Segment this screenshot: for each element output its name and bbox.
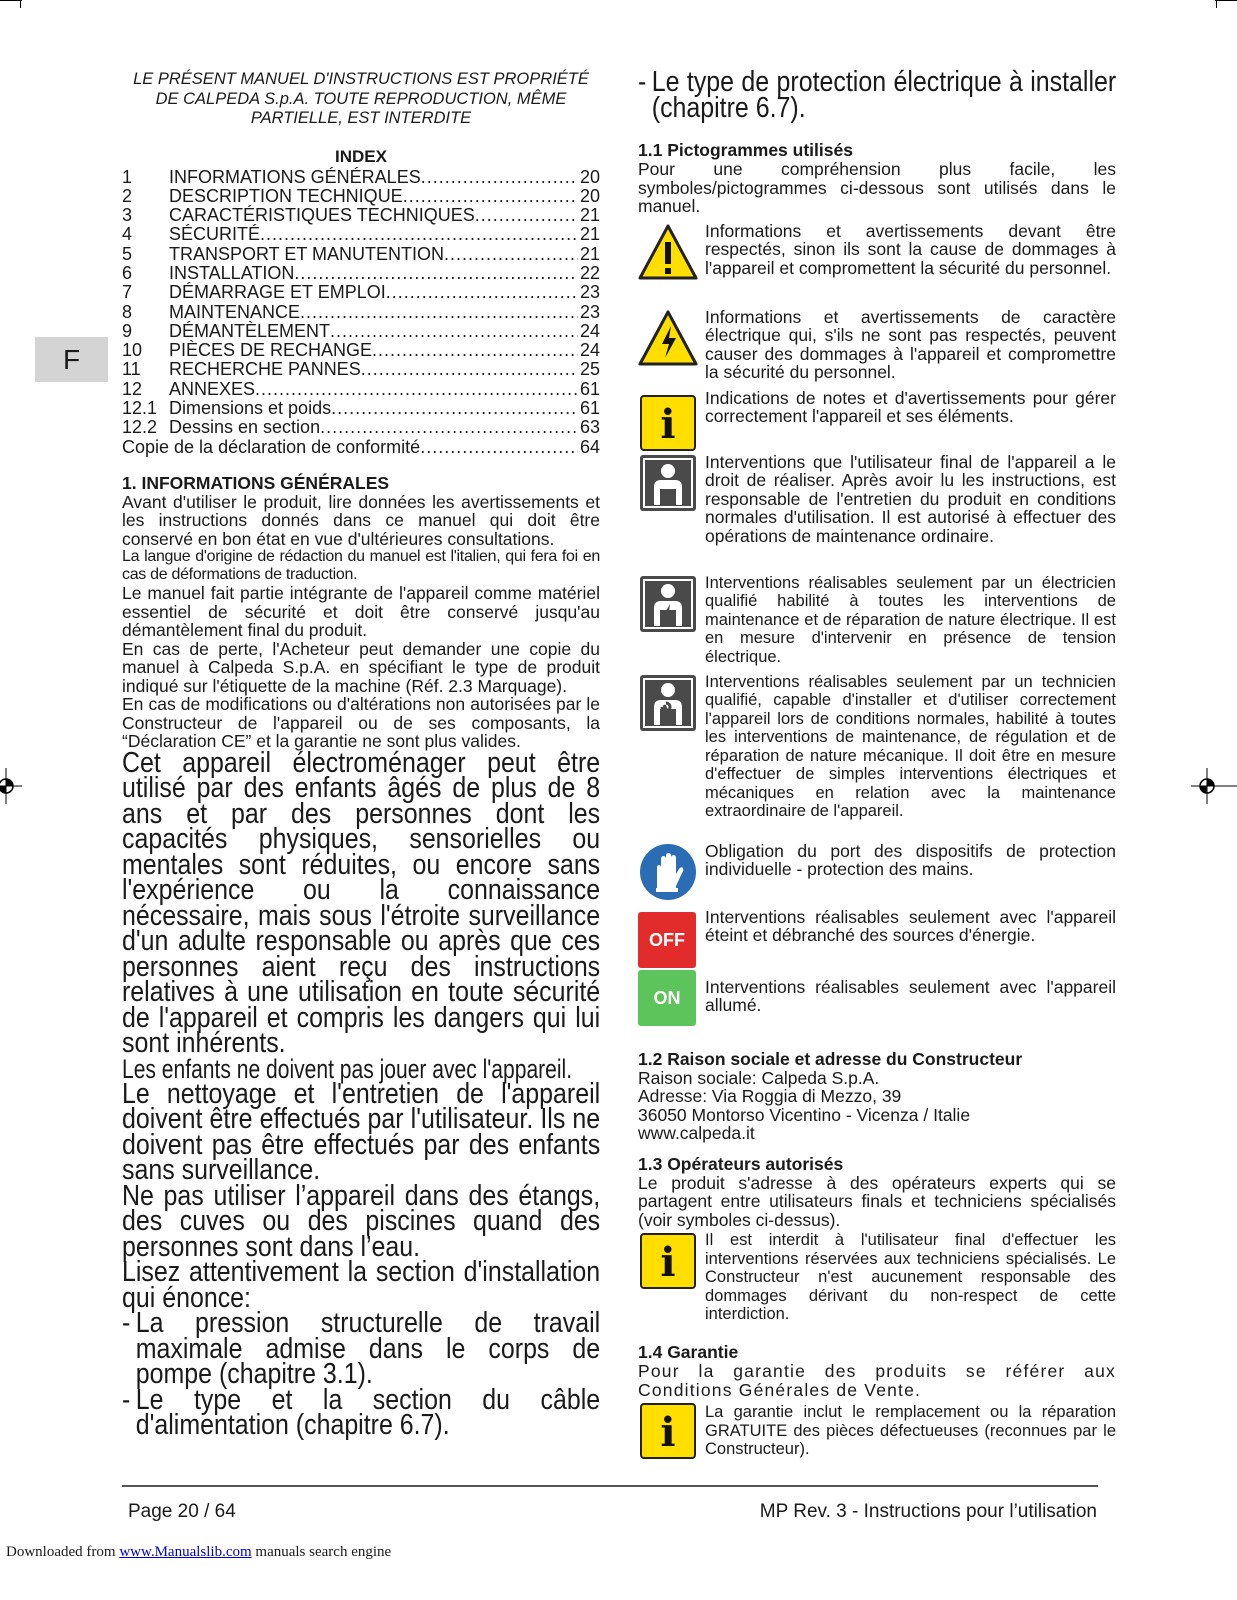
pictogram-on: ON Interventions réalisables seulement avec l'appareil allumé. (638, 978, 1116, 1050)
paragraph: Pour une compréhension plus facile, les symboles/pictogrammes ci-dessous sont utilisés dans le manuel. (638, 159, 1116, 216)
note-authorized-operators: i Il est interdit à l'utilisateur final d'effectuer les interventions réservées aux techniciens spécialisés. Le Constructeur n'est aucunement responsable des dommages dérivant du non-respect de cette interdiction. (638, 1231, 1116, 1343)
pictogram-technician: Interventions réalisables seulement par un technicien qualifié, capable d'installer et d'utiliser correctement l'appareil lors de conditions normales, habilité à toutes les interventions de maintenance, de régulation et de réparation de nature mécanique. Il doit être en mesure d'effectuer de simples interventions électriques et mécaniques en relation avec la maintenance extraordinaire de l'appareil. (638, 673, 1116, 842)
electric-hazard-icon (638, 308, 699, 369)
paragraph: Avant d'utiliser le produit, lire données les avertissements et les instructions donnés dans ce manuel qui doit être conservé en bon état en vue d'ultérieures consultations. (122, 491, 600, 549)
leader-dots (372, 341, 578, 360)
index-entry: 1 INFORMATIONS GÉNÉRALES ..... 20 (122, 168, 600, 187)
left-column (122, 70, 601, 1442)
registration-mark-icon (0, 768, 22, 804)
leader-dots (444, 245, 578, 264)
paragraph: En cas de perte, l'Acheteur peut demander une copie du manuel à Calpeda S.p.A. en spécifiant le type de produit indiqué sur l'étiquette de la machine (Réf. 2.3 Marquage). (122, 638, 600, 696)
power-on-icon: ON (638, 978, 699, 1039)
index-entry: 6 INSTALLATION ..... 22 (122, 264, 600, 283)
download-notice: Downloaded from www.Manualslib.com manuals search engine (6, 1544, 392, 1560)
pictogram-end-user: Interventions que l'utilisateur final de l'appareil a le droit de réaliser. Après avoir lu les instructions, est responsable de l'entretien du produit en conditions normales d'utilisation. Il est autorisé à effectuer des opérations de maintenance ordinaire. (638, 453, 1116, 574)
safety-warning-cleaning: Le nettoyage et l'entretien de l'appareil doivent être effectués par l'utilisateur. Ils ne doivent pas être effectués par des enfants sans surveillance. (122, 1077, 601, 1187)
leader-dots (386, 283, 578, 302)
leader-dots (361, 360, 578, 379)
section-1-1-title: 1.1 Pictogrammes utilisés (638, 140, 853, 160)
pictogram-gloves: Obligation du port des dispositifs de protection individuelle - protection des mains. (638, 842, 1116, 908)
right-column (638, 66, 1117, 1464)
index-entry: 12.1 Dimensions et poids ..... 61 (122, 399, 600, 418)
bullet-item: - Le type de protection électrique à installer (chapitre 6.7). (638, 66, 1117, 124)
info-icon: i (638, 1231, 699, 1292)
leader-dots (260, 225, 578, 244)
leader-dots (294, 264, 578, 283)
index-entry: 12 ANNEXES ..... 61 (122, 380, 600, 399)
safety-warning-ponds: Ne pas utiliser l’appareil dans des étangs, des cuves ou des piscines quand des personnes sont dans l’eau. (122, 1179, 601, 1263)
leader-dots (420, 438, 578, 457)
index-entry: 5 TRANSPORT ET MANUTENTION ..... 21 (122, 245, 600, 264)
section-1-3-title: 1.3 Opérateurs autorisés (638, 1153, 844, 1174)
index-entry: 2 DESCRIPTION TECHNIQUE ..... 20 (122, 187, 600, 206)
index-entry: 11 RECHERCHE PANNES ..... 25 (122, 360, 600, 379)
leader-dots (330, 322, 578, 341)
index-entry: 9 DÉMANTÈLEMENT ..... 24 (122, 322, 600, 341)
copyright-notice: LE PRÉSENT MANUEL D'INSTRUCTIONS EST PROPRIÉTÉ DE CALPEDA S.p.A. TOUTE REPRODUCTION, MÊME PARTIELLE, EST INTERDITE (133, 70, 589, 127)
end-user-icon (638, 453, 699, 514)
safety-warning-play: Les enfants ne doivent pas jouer avec l'appareil. (122, 1053, 573, 1084)
paragraph: La langue d'origine de rédaction du manuel est l'italien, qui fera foi en cas de déformations de traduction. (122, 548, 600, 584)
info-icon: i (638, 389, 699, 450)
power-off-icon: OFF (638, 908, 699, 969)
index-entry: Copie de la déclaration de conformité ..... 64 (122, 438, 600, 457)
manufacturer-address: Raison sociale: Calpeda S.p.A. Adresse: Via Roggia di Mezzo, 39 36050 Montorso Vicentino - Vicenza / Italie www.calpeda.it (638, 1069, 1116, 1143)
index-entry: 8 MAINTENANCE ..... 23 (122, 303, 600, 322)
paragraph: Le manuel fait partie intégrante de l'appareil comme matériel essentiel de sécurité et doit être conservé jusqu'au démantèlement final du produit. (122, 583, 600, 641)
leader-dots (320, 418, 578, 437)
safety-warning-children: Cet appareil électroménager peut être utilisé par des enfants âgés de plus de 8 ans et par des personnes dont les capacités physiques, sensorielles ou mentales sont réduites, ou encore sans l'expérience ou la connaissance nécessaire, mais sous l'étroite surveillance d'un adulte responsable ou après que ces personnes aient reçu des instructions relatives à une utilisation en toute sécurité de l'appareil et compris les dangers qui lui sont inhérents. (122, 746, 601, 1060)
section-1-title: 1. INFORMATIONS GÉNÉRALES (122, 472, 390, 493)
crop-mark (1215, 0, 1237, 1)
protective-gloves-icon (638, 842, 699, 903)
pictogram-info: i Indications de notes et d'avertissements pour gérer correctement l'appareil et ses éléments. (638, 389, 1116, 453)
technician-icon (638, 673, 699, 734)
leader-dots (300, 303, 578, 322)
document-reference: MP Rev. 3 - Instructions pour l’utilisation (759, 1501, 1097, 1522)
index-entry: 12.2 Dessins en section ..... 63 (122, 418, 600, 437)
pictogram-off: OFF Interventions réalisables seulement avec l'appareil éteint et débranché des sources d'énergie. (638, 908, 1116, 978)
crop-mark (0, 0, 22, 1)
footer-divider (122, 1485, 1098, 1487)
page-number: Page 20 / 64 (128, 1501, 236, 1522)
warning-triangle-icon (638, 222, 699, 283)
safety-read-installation: Lisez attentivement la section d'installation qui énonce: (122, 1256, 601, 1314)
electrician-icon (638, 574, 699, 635)
section-1-4-title: 1.4 Garantie (638, 1342, 739, 1362)
index-entry: 4 SÉCURITÉ ..... 21 (122, 225, 600, 244)
note-warranty: i La garantie inclut le remplacement ou la réparation GRATUITE des pièces défectueuses (reconnues par le Constructeur). (638, 1403, 1116, 1464)
index-entry: 3 CARACTÉRISTIQUES TECHNIQUES ..... 21 (122, 206, 600, 225)
manualslib-link[interactable]: www.Manualslib.com (119, 1544, 252, 1560)
bullet-item: - Le type et la section du câble d'alimentation (chapitre 6.7). (122, 1383, 601, 1442)
index-title: INDEX (335, 146, 387, 166)
leader-dots (255, 380, 578, 399)
leader-dots (331, 399, 578, 418)
section-1-2-title: 1.2 Raison sociale et adresse du Constructeur (638, 1048, 1023, 1069)
pictogram-electrician: Interventions réalisables seulement par un électricien qualifié habilité à toutes les interventions de maintenance et de réparation de nature électrique. Il est en mesure d'intervenir en présence de tension électrique. (638, 574, 1116, 673)
pictogram-electric: Informations et avertissements de caractère électrique qui, s'ils ne sont pas respectés, peuvent causer des dommages à l'appareil et compromettre la sécurité du personnel. (638, 308, 1116, 389)
language-tab: F (35, 337, 108, 382)
index-entry: 10 PIÈCES DE RECHANGE ..... 24 (122, 341, 600, 360)
paragraph: En cas de modifications ou d'altérations non autorisées par le Constructeur de l'appareil ou de ses composants, la “Déclaration CE” et la garantie ne sont plus valides. (122, 694, 600, 752)
crop-mark (20, 0, 21, 8)
paragraph: Le produit s'adresse à des opérateurs experts qui se partagent entre utilisateurs finals et techniciens spécialisés (voir symboles ci-dessus). (638, 1172, 1116, 1230)
manufacturer-website: www.calpeda.it (638, 1123, 755, 1143)
pictogram-warning: Informations et avertissements devant être respectés, sinon ils sont la cause de dommages à l'appareil et compromettent la sécurité du personnel. (638, 222, 1116, 308)
crop-mark (1216, 0, 1217, 8)
leader-dots (403, 187, 578, 206)
leader-dots (475, 206, 578, 225)
index-entry: 7 DÉMARRAGE ET EMPLOI ..... 23 (122, 283, 600, 302)
leader-dots (421, 168, 578, 187)
bullet-item: - La pression structurelle de travail maximale admise dans le corps de pompe (chapitre 3.1). (122, 1307, 601, 1391)
paragraph: Pour la garantie des produits se référer aux Conditions Générales de Vente. (638, 1361, 1116, 1400)
info-icon: i (638, 1403, 699, 1464)
registration-mark-icon (1191, 768, 1237, 804)
table-of-contents (122, 147, 600, 457)
